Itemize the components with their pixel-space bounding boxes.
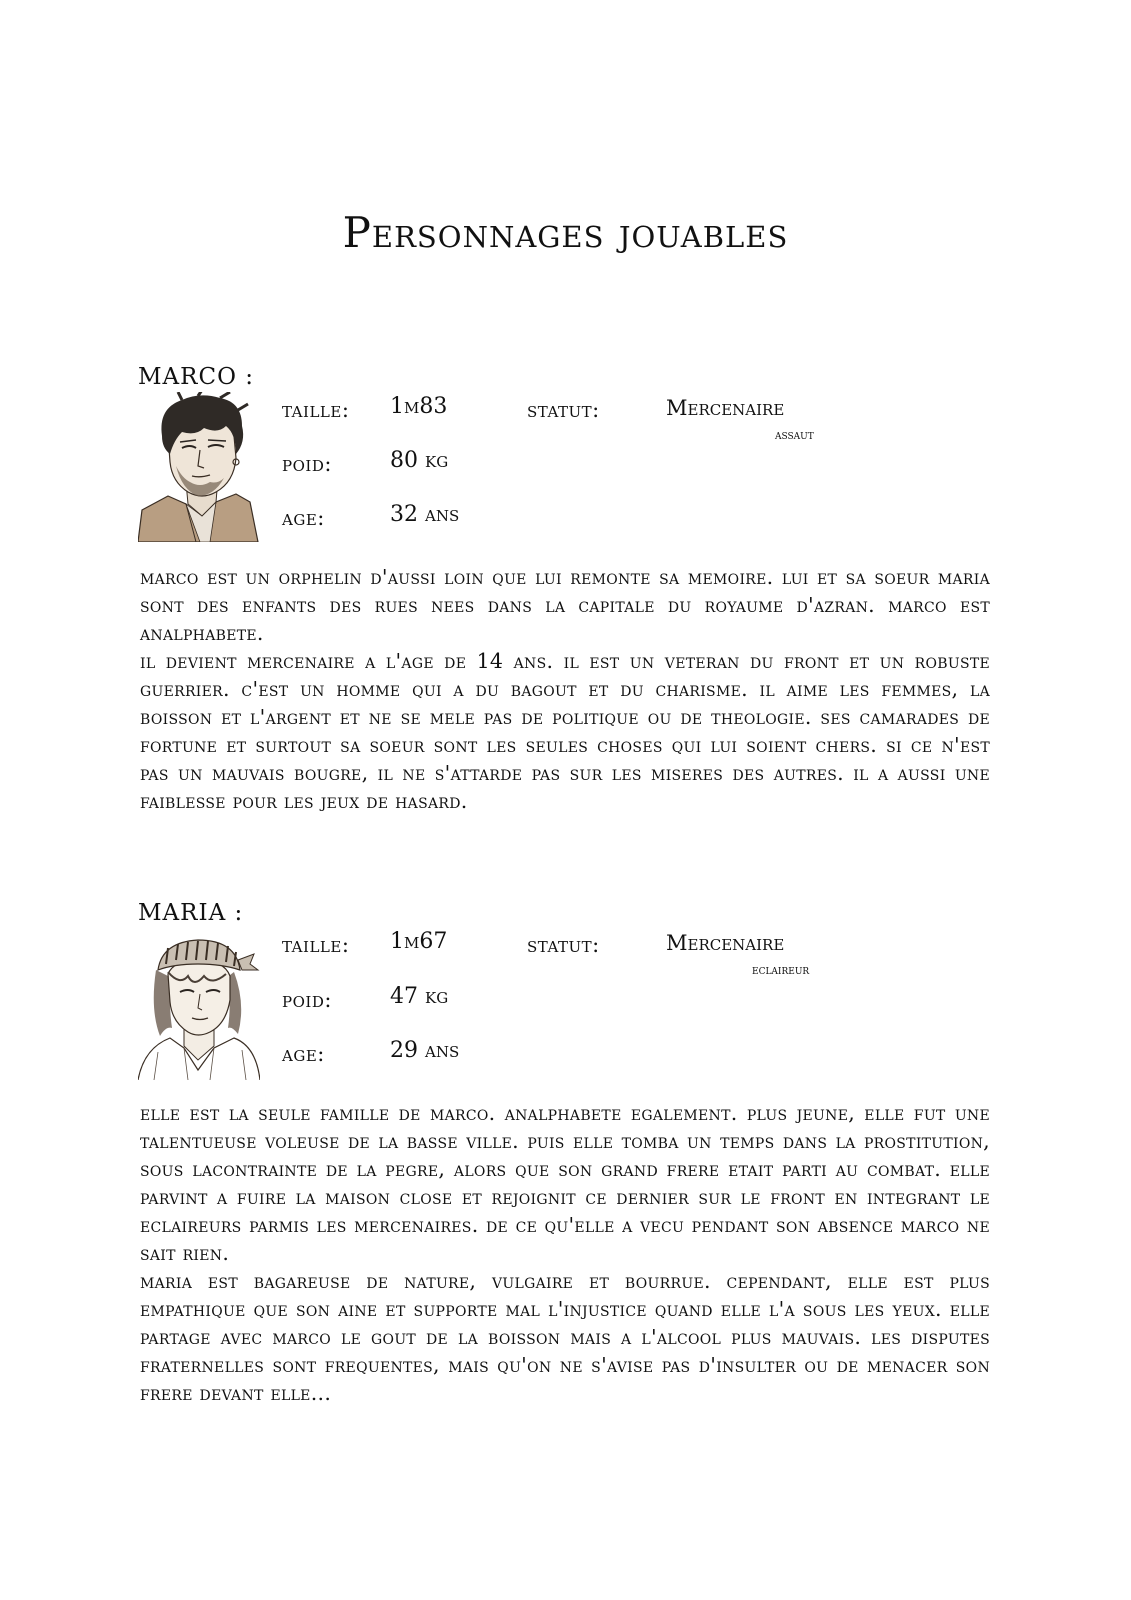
bio-paragraph: marco est un orphelin d'aussi loin que lui remonte sa memoire. lui et sa soeur maria sont des enfants des rues nees dans la capitale du royaume d'azran. marco est analphabete. [140,565,990,645]
poid-value: 47 kg [390,984,449,1009]
statut-label: statut: [527,933,600,957]
statut-value: Mercenaire [666,931,785,955]
bio-paragraph: il devient mercenaire a l'age de 14 ans. il est un veteran du front et un robuste guerrier. c'est un homme qui a du bagout et du charisme. il aime les femmes, la boisson et l'argent et ne se mele pas de politique ou de theologie. ses camarades de fortune et surtout sa soeur sont les seules choses qui lui soient chers. si ce n'est pas un mauvais bougre, il ne s'attarde pas sur les miseres des autres. il a aussi une faiblesse pour les jeux de hasard. [140,649,990,813]
poid-label: poid: [282,988,332,1012]
taille-value: 1m67 [390,929,448,954]
character-name: MARIA : [138,900,244,926]
page-title: Personnages jouables [342,208,789,257]
poid-value: 80 kg [390,448,449,473]
statut-value: Mercenaire [666,396,785,420]
age-label: age: [282,1042,325,1066]
character-name: MARCO : [138,364,254,390]
bandana-woman-portrait-icon [138,930,260,1080]
statut-subtype: assaut [775,428,814,443]
bearded-man-portrait-icon [138,392,260,542]
taille-label: taille: [282,933,350,957]
taille-value: 1m83 [390,394,448,419]
character-bio [140,1099,990,1407]
age-value: 29 ans [390,1038,460,1063]
taille-label: taille: [282,398,350,422]
bio-paragraph: maria est bagareuse de nature, vulgaire et bourrue. cependant, elle est plus empathique que son aine et supporte mal l'injustice quand elle l'a sous les yeux. elle partage avec marco le gout de la boisson mais a l'alcool plus mauvais. les disputes fraternelles sont frequentes, mais qu'on ne s'avise pas d'insulter ou de menacer son frere devant elle... [140,1269,990,1405]
statut-subtype: eclaireur [752,963,810,978]
age-label: age: [282,506,325,530]
character-bio [140,563,990,815]
statut-label: statut: [527,398,600,422]
age-value: 32 ans [390,502,460,527]
bio-paragraph: elle est la seule famille de marco. analphabete egalement. plus jeune, elle fut une talentueuse voleuse de la basse ville. puis elle tomba un temps dans la prostitution, sous lacontrainte de la pegre, alors que son grand frere etait parti au combat. elle parvint a fuire la maison close et rejoignit ce dernier sur le front en integrant le eclaireurs parmis les mercenaires. de ce qu'elle a vecu pendant son absence marco ne sait rien. [140,1101,991,1265]
poid-label: poid: [282,452,332,476]
